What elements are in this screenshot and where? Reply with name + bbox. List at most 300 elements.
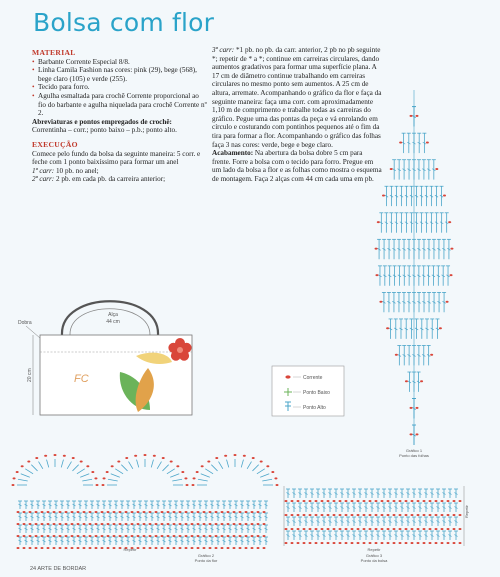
chain-stitch (29, 547, 32, 549)
chain-stitch (381, 528, 384, 530)
chain-stitch (423, 528, 426, 530)
acabamento-text: Na abertura da bolsa dobre 5 cm para frente. Forre a bolsa com o tecido para forro. Pregue em um lado da bolsa a flor e as folhas como mostra o esquema de montagem. Faça 2 alças com 44 cm cada uma em pb. (212, 149, 382, 183)
height-label: 20 cm (27, 368, 33, 382)
chain-stitch (181, 471, 184, 473)
material-item: • Agulha esmaltada para crochê Corrente proporcional ao fio do barbante e agulha niquelada para crochê Corrente nº 2. (32, 92, 207, 118)
chain-stitch (191, 547, 194, 549)
chain-stitch (95, 535, 98, 537)
chain-stitch (239, 523, 242, 525)
chain-stitch (71, 535, 74, 537)
scallop-stitch (18, 479, 28, 481)
chain-stitch (209, 535, 212, 537)
chain-stitch (185, 547, 188, 549)
chain-stitch (459, 500, 462, 502)
chain-stitch (59, 523, 62, 525)
chain-stitch (23, 535, 26, 537)
chain-stitch (197, 511, 200, 513)
chain-stitch (41, 535, 44, 537)
material-item: • Linha Camila Fashion nas cores: pink (29), bege (568), bege claro (105) e verde (255). (32, 66, 207, 83)
chain-stitch (399, 514, 402, 516)
chain-stitch (245, 535, 248, 537)
chain-stitch (405, 514, 408, 516)
chain-stitch (387, 542, 390, 544)
chain-stitch (447, 528, 450, 530)
chain-stitch (291, 514, 294, 516)
chain-stitch (203, 547, 206, 549)
chain-stitch (423, 500, 426, 502)
chain-stitch (161, 535, 164, 537)
chain-stitch (186, 484, 189, 486)
chain-stitch (197, 535, 200, 537)
chain-stitch (179, 547, 182, 549)
handle-label-1: Alça (108, 312, 118, 318)
material-item: • Barbante Corrente Especial 8/8. (32, 58, 207, 67)
fold-label: Dobra (18, 320, 32, 326)
chain-stitch (417, 528, 420, 530)
chain-stitch (143, 511, 146, 513)
scallop-stitch (227, 460, 229, 468)
chain-stitch (17, 535, 20, 537)
scallop-stitch (151, 460, 153, 468)
chain-stitch (303, 542, 306, 544)
chain-stitch (63, 455, 66, 457)
chain-stitch (53, 523, 56, 525)
chain-stitch (291, 500, 294, 502)
chain-stitch (227, 511, 230, 513)
chain-stitch (89, 523, 92, 525)
chain-stitch (333, 542, 336, 544)
page-footer: 24 ARTE DE BORDAR (30, 566, 87, 572)
chain-stitch (243, 455, 246, 457)
chain-stitch (233, 547, 236, 549)
scallop-stitch (111, 474, 120, 477)
chain-stitch (357, 528, 360, 530)
chain-stitch (327, 514, 330, 516)
chain-stitch (155, 511, 158, 513)
chain-stitch (297, 528, 300, 530)
flower-caption-2: Ponto da flor (194, 558, 218, 563)
chain-stitch (59, 511, 62, 513)
chain-stitch (446, 301, 449, 303)
chain-stitch (274, 477, 277, 479)
chain-stitch (263, 523, 266, 525)
chain-stitch (41, 547, 44, 549)
chain-stitch (351, 528, 354, 530)
scallop-stitch (260, 474, 269, 477)
chain-stitch (387, 528, 390, 530)
chain-stitch (131, 535, 134, 537)
chain-stitch (339, 542, 342, 544)
chain-stitch (131, 523, 134, 525)
chain-stitch (239, 511, 242, 513)
chain-stitch (410, 115, 413, 117)
chain-stitch (297, 514, 300, 516)
chain-stitch (161, 547, 164, 549)
chain-stitch (459, 528, 462, 530)
chain-stitch (96, 484, 99, 486)
chain-stitch (453, 528, 456, 530)
chain-stitch (155, 547, 158, 549)
chain-stitch (107, 535, 110, 537)
chain-stitch (450, 274, 453, 276)
chain-stitch (441, 542, 444, 544)
chain-stitch (381, 514, 384, 516)
chain-stitch (125, 457, 128, 459)
chain-stitch (327, 528, 330, 530)
chain-stitch (80, 461, 83, 463)
scallop-stitch (211, 465, 217, 471)
bag-schematic (18, 301, 192, 415)
scallop-stitch (137, 460, 139, 468)
chain-stitch (185, 535, 188, 537)
chain-stitch (369, 500, 372, 502)
chain-stitch (155, 535, 158, 537)
chain-stitch (53, 511, 56, 513)
chain-stitch (201, 465, 204, 467)
chain-stitch (227, 535, 230, 537)
chain-stitch (173, 535, 176, 537)
chain-stitch (441, 514, 444, 516)
chain-stitch (345, 514, 348, 516)
chain-stitch (47, 535, 50, 537)
scallop-stitch (167, 469, 175, 474)
chain-stitch (263, 535, 266, 537)
scallop-stitch (198, 479, 208, 481)
leaf-caption-2: Ponto das folhas (399, 453, 429, 458)
chain-stitch (119, 547, 122, 549)
chain-stitch (167, 535, 170, 537)
chain-stitch (101, 535, 104, 537)
chain-stitch (35, 535, 38, 537)
chain-stitch (29, 511, 32, 513)
chain-stitch (416, 407, 419, 409)
chain-stitch (41, 511, 44, 513)
chain-stitch (113, 511, 116, 513)
chain-stitch (339, 528, 342, 530)
chain-stitch (71, 511, 74, 513)
scallop-stitch (115, 469, 123, 474)
chain-stitch (221, 511, 224, 513)
execucao-heading: EXECUÇÃO (32, 139, 78, 149)
chain-stitch (103, 477, 106, 479)
chain-stitch (111, 465, 114, 467)
chain-stitch (44, 455, 47, 457)
chain-stitch (423, 514, 426, 516)
scallop-stitch (47, 460, 49, 468)
chain-stitch (239, 547, 242, 549)
chain-stitch (453, 542, 456, 544)
chain-stitch (321, 514, 324, 516)
chain-stitch (209, 547, 212, 549)
chain-stitch (381, 542, 384, 544)
chain-stitch (21, 465, 24, 467)
chain-stitch (191, 511, 194, 513)
chain-stitch (447, 500, 450, 502)
abbreviations-heading: Abreviaturas e pontos empregados de crochê: (32, 117, 172, 126)
scallop-stitch (25, 469, 33, 474)
chain-stitch (315, 542, 318, 544)
chain-stitch (179, 511, 182, 513)
chain-stitch (377, 221, 380, 223)
row-3-text: *1 pb. no pb. da carr. anterior, 2 pb no pb seguinte *; repetir de * a *; continue em carreiras circulares, dando aumentos gradativos para formar uma superfície plana. A 17 cm de diâmetro continue trabalhando em carreiras circulares no mesmo ponto sem aumentos. A 25 cm de altura, arremate. Acompanhando o gráfico da flor e faça da seguinte maneira: faça uma corr. com aproximadamente 1,10 m de comprimento e trabalhe todas as carreiras do gráfico. Pegue uma das pontas da peça e vá enrolando em círculo e costurando com pontinhos pequenos até o fim da tira para formar a flor. Acompanhando o gráfico das folhas faça 3 nas cores: verde, bege e bege claro. (212, 46, 382, 149)
chain-stitch (161, 511, 164, 513)
chain-stitch (59, 547, 62, 549)
chain-stitch (245, 547, 248, 549)
chain-stitch (363, 542, 366, 544)
chain-stitch (447, 542, 450, 544)
chain-stitch (357, 500, 360, 502)
chain-stitch (285, 528, 288, 530)
chain-stitch (379, 301, 382, 303)
chain-stitch (429, 500, 432, 502)
chain-stitch (315, 500, 318, 502)
scallop-stitch (157, 462, 161, 469)
chain-stitch (125, 535, 128, 537)
chain-stitch (351, 514, 354, 516)
chain-stitch (363, 514, 366, 516)
chain-stitch (327, 542, 330, 544)
chain-stitch (435, 514, 438, 516)
chain-stitch (196, 471, 199, 473)
scallop-stitch (219, 462, 223, 469)
flower-caption-1: Gráfico 2 (197, 553, 215, 558)
chain-stitch (113, 535, 116, 537)
chain-stitch (450, 248, 453, 250)
chain-stitch (399, 500, 402, 502)
chain-stitch (101, 523, 104, 525)
chain-stitch (333, 528, 336, 530)
chain-stitch (351, 500, 354, 502)
chain-stitch (209, 511, 212, 513)
chain-stitch (119, 535, 122, 537)
chain-stitch (321, 542, 324, 544)
chain-stitch (137, 523, 140, 525)
chain-stitch (27, 461, 30, 463)
chain-stitch (17, 523, 20, 525)
chain-stitch (35, 457, 38, 459)
chain-stitch (393, 514, 396, 516)
chain-stitch (143, 523, 146, 525)
chain-stitch (94, 477, 97, 479)
chain-stitch (382, 195, 385, 197)
chain-stitch (119, 523, 122, 525)
chain-stitch (315, 528, 318, 530)
chain-stitch (387, 514, 390, 516)
chain-stitch (192, 484, 195, 486)
abbreviations-text: Correntinha – corr.; ponto baixo – p.b.; ponto alto. (32, 126, 177, 135)
chain-stitch (271, 471, 274, 473)
chain-stitch (207, 461, 210, 463)
chain-stitch (369, 542, 372, 544)
chain-stitch (447, 514, 450, 516)
scallop-stitch (205, 469, 213, 474)
chain-stitch (257, 511, 260, 513)
chain-stitch (459, 542, 462, 544)
chain-stitch (143, 535, 146, 537)
chain-stitch (155, 523, 158, 525)
chain-stitch (65, 535, 68, 537)
chain-stitch (411, 514, 414, 516)
scallop-stitch (129, 462, 133, 469)
chain-stitch (429, 514, 432, 516)
chain-stitch (426, 141, 429, 143)
chain-stitch (101, 547, 104, 549)
chain-stitch (29, 523, 32, 525)
chain-stitch (227, 523, 230, 525)
chain-stitch (167, 511, 170, 513)
chain-stitch (257, 523, 260, 525)
chain-stitch (435, 500, 438, 502)
chain-stitch (16, 471, 19, 473)
chain-stitch (12, 484, 15, 486)
chain-stitch (137, 535, 140, 537)
chain-stitch (83, 523, 86, 525)
chain-stitch (251, 523, 254, 525)
chain-stitch (263, 547, 266, 549)
chain-stitch (23, 511, 26, 513)
chain-stitch (119, 511, 122, 513)
chain-stitch (276, 484, 279, 486)
flower-repeat-label: Repetir (123, 547, 137, 552)
chain-stitch (215, 523, 218, 525)
chain-stitch (263, 511, 266, 513)
chain-stitch (448, 221, 451, 223)
chain-stitch (95, 523, 98, 525)
chain-stitch (411, 500, 414, 502)
chain-stitch (339, 514, 342, 516)
chain-stitch (54, 454, 57, 456)
chain-stitch (53, 535, 56, 537)
chain-stitch (309, 514, 312, 516)
chain-stitch (405, 542, 408, 544)
chain-stitch (309, 542, 312, 544)
chain-stitch (71, 547, 74, 549)
chain-stitch (41, 523, 44, 525)
chain-stitch (417, 514, 420, 516)
chain-stitch (185, 511, 188, 513)
chain-stitch (375, 514, 378, 516)
chain-stitch (387, 500, 390, 502)
chain-stitch (149, 535, 152, 537)
chain-stitch (137, 511, 140, 513)
chain-stitch (435, 542, 438, 544)
chain-stitch (333, 500, 336, 502)
chain-stitch (251, 535, 254, 537)
chain-stitch (395, 354, 398, 356)
chain-stitch (435, 528, 438, 530)
acabamento-label: Acabamento: (212, 149, 254, 158)
chain-stitch (291, 542, 294, 544)
chain-stitch (405, 380, 408, 382)
chain-stitch (83, 511, 86, 513)
chain-stitch (107, 523, 110, 525)
chain-stitch (251, 547, 254, 549)
chain-stitch (65, 511, 68, 513)
chain-stitch (59, 535, 62, 537)
chain-stitch (191, 535, 194, 537)
scallop-stitch (252, 465, 258, 471)
chain-stitch (71, 523, 74, 525)
chain-stitch (443, 195, 446, 197)
chain-stitch (35, 547, 38, 549)
chain-stitch (357, 542, 360, 544)
scallop-stitch (72, 465, 78, 471)
chain-stitch (291, 528, 294, 530)
strip-side-label: Repetir (464, 505, 469, 518)
chain-stitch (453, 514, 456, 516)
chain-stitch (435, 168, 438, 170)
material-item: • Tecido para forro. (32, 83, 207, 92)
chain-stitch (441, 528, 444, 530)
chain-stitch (233, 535, 236, 537)
scallop-stitch (108, 479, 118, 481)
chain-stitch (162, 457, 165, 459)
chain-stitch (234, 454, 237, 456)
row-2-label: 2ª carr: (32, 175, 55, 184)
scallop-stitch (77, 469, 85, 474)
chain-stitch (257, 547, 260, 549)
scallop-stitch (247, 462, 251, 469)
chain-stitch (441, 500, 444, 502)
scallop-stitch (31, 465, 37, 471)
chain-stitch (86, 465, 89, 467)
chain-stitch (95, 547, 98, 549)
chain-stitch (23, 523, 26, 525)
chain-stitch (47, 511, 50, 513)
chain-stitch (83, 547, 86, 549)
chain-stitch (35, 523, 38, 525)
chain-stitch (345, 500, 348, 502)
scallop-stitch (172, 479, 182, 481)
chain-stitch (266, 465, 269, 467)
scallop-stitch (170, 474, 179, 477)
legend-label: Ponto Alto (303, 405, 326, 411)
execucao-intro: Comece pelo fundo da bolsa da seguinte maneira: 5 corr. e feche com 1 ponto baixíssimo para formar um anel (32, 149, 201, 167)
chain-stitch (170, 461, 173, 463)
chain-stitch (215, 511, 218, 513)
chain-stitch (285, 500, 288, 502)
chain-stitch (179, 535, 182, 537)
chain-stitch (144, 454, 147, 456)
chain-stitch (89, 511, 92, 513)
chain-stitch (411, 528, 414, 530)
strip-caption-1: Gráfico 3 (365, 553, 383, 558)
chain-stitch (315, 514, 318, 516)
chain-stitch (399, 528, 402, 530)
chain-stitch (381, 500, 384, 502)
chain-stitch (173, 523, 176, 525)
chain-stitch (375, 274, 378, 276)
chain-stitch (173, 511, 176, 513)
chain-stitch (297, 500, 300, 502)
chain-stitch (363, 500, 366, 502)
chain-stitch (303, 528, 306, 530)
chain-stitch (101, 511, 104, 513)
chain-stitch (233, 511, 236, 513)
chain-stitch (429, 528, 432, 530)
chain-stitch (239, 535, 242, 537)
chain-stitch (233, 523, 236, 525)
chain-stitch (185, 523, 188, 525)
strip-repeat-label: Repetir (367, 547, 381, 552)
chain-stitch (107, 547, 110, 549)
chain-stitch (369, 528, 372, 530)
chain-stitch (153, 455, 156, 457)
chain-stitch (224, 455, 227, 457)
chain-stitch (179, 523, 182, 525)
scallop-stitch (162, 465, 168, 471)
chain-stitch (149, 511, 152, 513)
